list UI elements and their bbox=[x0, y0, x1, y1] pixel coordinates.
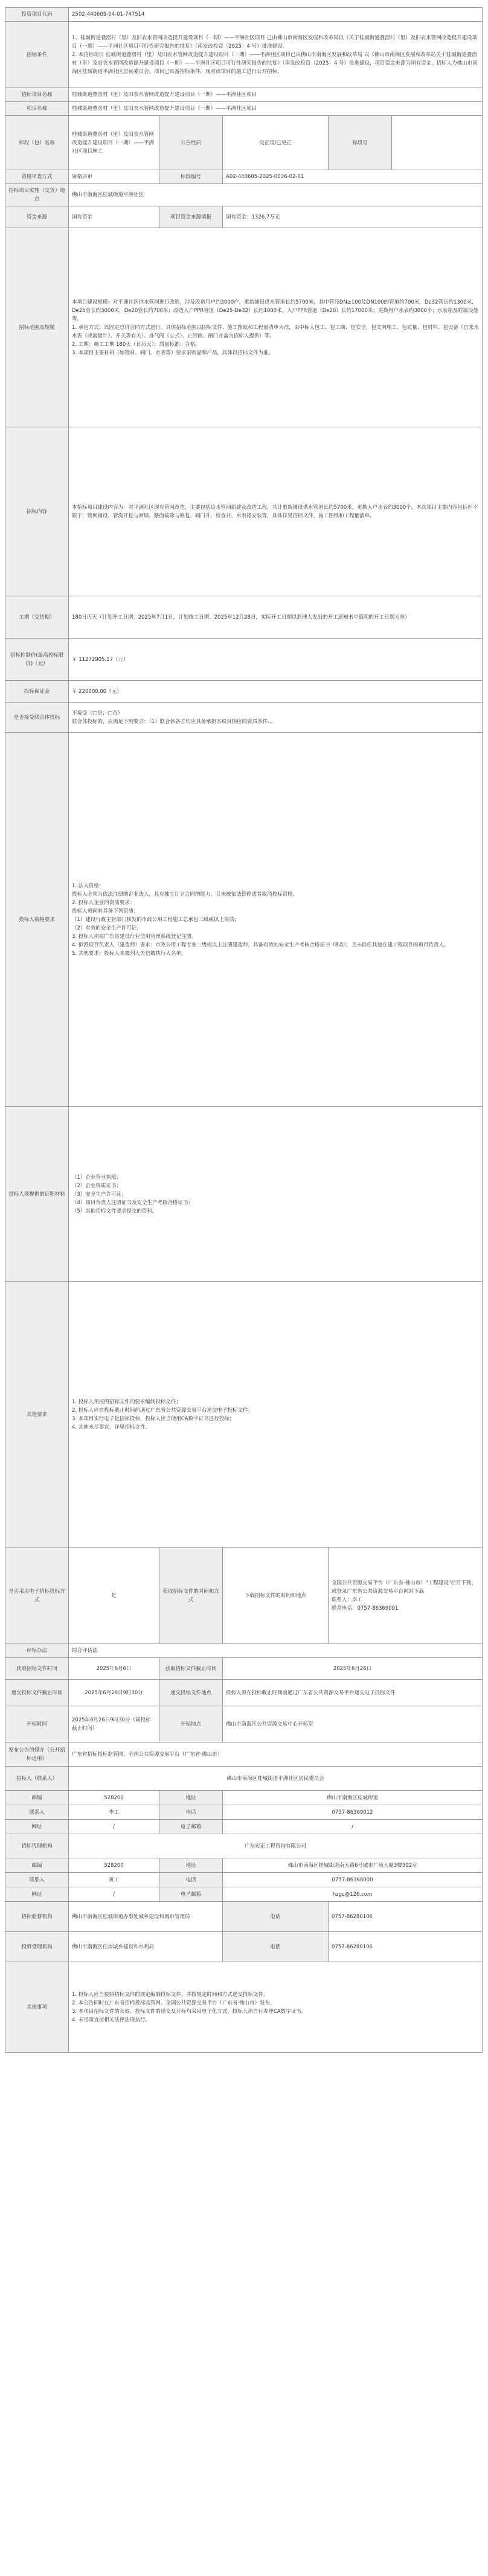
value-section: 桂城街道叠滘村（里）及旧农水管网改造提升建设项目（一期）——平洲社区项目施工 bbox=[69, 116, 159, 170]
value-qual: 资格后审 bbox=[69, 170, 159, 184]
label-bid-control: 招标控制价(最高投标限价)（元） bbox=[5, 639, 69, 681]
label-media: 发布公告的媒介（公开招标适用） bbox=[5, 1742, 69, 1767]
row-notes bbox=[5, 1962, 483, 2053]
value-address: 佛山市南海区桂城街道 bbox=[223, 1791, 483, 1805]
value-section-code: A02-440605-2025-0036-02-01 bbox=[223, 170, 483, 184]
label-tenderee: 招标人（联系人） bbox=[5, 1767, 69, 1791]
value-agent-website: / bbox=[69, 1887, 159, 1902]
row-bid-control bbox=[5, 639, 483, 681]
row-condition bbox=[5, 22, 483, 88]
label-project-name: 招标项目名称 bbox=[5, 88, 69, 102]
label-period: 工期（交货期） bbox=[5, 596, 69, 639]
row-fund bbox=[5, 206, 483, 228]
row-location bbox=[5, 184, 483, 206]
label-agent-phone: 电话 bbox=[159, 1873, 223, 1887]
label-agent: 招标代理机构 bbox=[5, 1834, 69, 1858]
row-qual bbox=[5, 170, 483, 184]
row-tenderee-post bbox=[5, 1791, 483, 1805]
row-media bbox=[5, 1742, 483, 1767]
label-performance: 投标人须提供的证明材料 bbox=[5, 1107, 69, 1282]
value-electronic: 是 bbox=[69, 1548, 159, 1644]
row-bidding-method bbox=[5, 1644, 483, 1658]
value-tenderee: 佛山市南海区桂城街道平洲社区居民委员会 bbox=[69, 1767, 483, 1791]
value-budget: 国有资金：1326.7万元 bbox=[223, 206, 483, 228]
condition-text: 1、桂城街道叠滘村（里）及旧农水管网改造提升建设项目（一期）——平洲社区项目 已由佛山市南海区发展和改革局以《关于桂城街道叠滘村（里）及旧农水管网改造提升建设项目（一期）——平洲社区项目可行性研究报告的批复》（南发改投资〔2025〕4 号）批准建设。 bbox=[72, 34, 478, 49]
label-qual: 资格审查方式 bbox=[5, 170, 69, 184]
row-other-req bbox=[5, 1282, 483, 1548]
label-project-code: 投资项目代码 bbox=[5, 8, 69, 22]
label-open-time: 开标时间 bbox=[5, 1706, 69, 1742]
label-phone: 电话 bbox=[159, 1805, 223, 1820]
row-submit bbox=[5, 1680, 483, 1706]
value-get-end: 2025年6月26日 bbox=[223, 1658, 483, 1680]
row-open bbox=[5, 1706, 483, 1742]
value-website: / bbox=[69, 1820, 159, 1834]
row-bidder-req bbox=[5, 733, 483, 1107]
label-budget: 项目资金来源填报 bbox=[159, 206, 223, 228]
label-agent-address: 地址 bbox=[159, 1858, 223, 1873]
row-agent-contact bbox=[5, 1873, 483, 1887]
row-complain bbox=[5, 1932, 483, 1962]
value-content: 本招标项目建设内容为：对平洲社区现有管网改造，主要包括给水管网新建及改造工程，共计重新铺设供水管道长约5700米，更换入户水表约3000个，本次项目主要内容包括但不限于：管网铺设、管沟开挖与回填、路面破除与修复、阀门井、检查井、水表箱安装等，具体详见招标文件、施工图纸和工程量清单。 bbox=[69, 427, 483, 596]
value-joint: 不接受（□是；□否） 联合体投标的，应满足下列要求：（1）联合体各方均应具备承担本项目相应的资质条件… bbox=[69, 703, 483, 733]
value-bidding-method: 综合评估法 bbox=[69, 1644, 483, 1658]
row-tenderee-email bbox=[5, 1820, 483, 1834]
label-agent-post: 邮编 bbox=[5, 1858, 69, 1873]
label-open-place: 开标地点 bbox=[159, 1706, 223, 1742]
label-condition: 招标条件 bbox=[5, 22, 69, 88]
label-address: 地址 bbox=[159, 1791, 223, 1805]
value-phone: 0757-86369012 bbox=[223, 1805, 483, 1820]
label-complain: 投诉受理机构 bbox=[5, 1932, 69, 1962]
value-agent-post: 528200 bbox=[69, 1858, 159, 1873]
row-project-name bbox=[5, 88, 483, 102]
value-scope: 本项目建设规模：对平洲社区供水管网进行改造，涉及改造用户约3000户，重新铺设供水管道长约5700米，其中管径DN≥100及DN100的管道约700米，De32管长约1300米，De25管长约3000米，De20管长约700米；改造入户PPR管道（De25-De32）长约1000米，入户PPR管道（De20）长约17000米；更换用户水表约3000个；水表箱及附属设施等。 1. 承包方式：以固定总价合同方式进行。具体招标范围以招标文件、施工图纸和工程量清单为准，由中标人包工、包工期、包安全、包文明施工、包质量、包材料、包设备（自来水水表（或流量计）、开关等有关）、排气阀（立式）、止回阀、闸门井盖为招标人提供）等。 2. 工期：施工工期 180天（日历天）；质量标准：合格。 3. 本项目主要材料（如管材、阀门、水表等）要求采购品牌产品，具体以招标文件为准。 bbox=[69, 228, 483, 427]
label-serial: 标段号 bbox=[329, 116, 392, 170]
row-scope bbox=[5, 228, 483, 427]
row-project-name2 bbox=[5, 102, 483, 116]
value-project-code: 2502-440605-04-01-747514 bbox=[69, 8, 483, 22]
row-period bbox=[5, 596, 483, 639]
row-section bbox=[5, 116, 483, 170]
value-agent: 广东宏正工程咨询有限公司 bbox=[69, 1834, 483, 1858]
value-project-name: 桂城街道叠滘村（里）及旧农水管网改造提升建设项目（一期）——平洲社区项目 bbox=[69, 88, 483, 102]
value-open-place: 佛山市南海区公共资源交易中心开标室 bbox=[223, 1706, 483, 1742]
row-joint bbox=[5, 703, 483, 733]
label-submit-place: 递交投标文件地点 bbox=[159, 1680, 223, 1706]
value-supervise-phone: 0757-86280106 bbox=[329, 1902, 483, 1932]
label-supervise-phone: 电话 bbox=[223, 1902, 329, 1932]
row-agent bbox=[5, 1834, 483, 1858]
row-performance bbox=[5, 1107, 483, 1282]
row-agent-email bbox=[5, 1887, 483, 1902]
value-submit-time: 2025年6月26日9时30分 bbox=[69, 1680, 159, 1706]
row-project-code bbox=[5, 8, 483, 22]
condition-extra-text: 2. 本招标项目 桂城街道叠滘村（里）及旧农水管网改造提升建设项目（一期）——平洲社区项目已由佛山市南海区发展和改革局 以《佛山市南海区发展和改革局关于桂城街道叠滘村（里）及旧农水管网改造提升建设项目（一期）——平洲社区项目可行性研究报告的批复》（南发改投资〔2025〕4 号）批准建设，项目资金来源为国有资金，招标人为佛山市南海区桂城街道平洲社区居民委员会。项目已具备招标条件，现对该项目的施工进行公开招标。 bbox=[72, 51, 478, 75]
value-bid-control: ￥ 11272905.17（元） bbox=[69, 639, 483, 681]
row-deposit bbox=[5, 681, 483, 703]
value-submit-place: 投标人须在投标截止时间前通过广东省公共资源交易平台递交电子投标文件 bbox=[223, 1680, 483, 1706]
label-get-method: 获取招标文件的时间和方式 bbox=[159, 1548, 223, 1644]
label-email: 电子邮箱 bbox=[159, 1820, 223, 1834]
value-period: 180日历天（计划开工日期：2025年7月1日，计划竣工日期：2025年12月28日，实际开工日期以监理人发出的开工通知书中载明的开工日期为准） bbox=[69, 596, 483, 639]
row-agent-post bbox=[5, 1858, 483, 1873]
label-post: 邮编 bbox=[5, 1791, 69, 1805]
label-section-code: 标段编号 bbox=[159, 170, 223, 184]
row-content bbox=[5, 427, 483, 596]
value-fund: 国有资金 bbox=[69, 206, 159, 228]
label-get-time: 获取招标文件时间 bbox=[5, 1658, 69, 1680]
value-agent-email: hzgc@126.com bbox=[223, 1887, 483, 1902]
value-media: 广东省招标投标监管网、全国公共资源交易平台（广东省·佛山市） bbox=[69, 1742, 483, 1767]
value-complain-phone: 0757-86280106 bbox=[329, 1932, 483, 1962]
tender-announcement-table bbox=[5, 7, 483, 2053]
row-tenderee-contact bbox=[5, 1805, 483, 1820]
value-performance: （1）企业营业执照； （2）企业资质证书； （3）安全生产许可证； （4）项目负责人注册证书及安全生产考核合格证书； （5）其他招标文件要求提交的资料。 bbox=[69, 1107, 483, 1282]
label-section: 标段（包）名称 bbox=[5, 116, 69, 170]
value-project-name2: 桂城街道叠滘村（里）及旧农水管网改造提升建设项目（一期）——平洲社区项目 bbox=[69, 102, 483, 116]
row-electronic bbox=[5, 1548, 483, 1644]
value-get-method: 下载招标文件的时间和地点 bbox=[223, 1548, 329, 1644]
value-get-start: 2025年6月6日 bbox=[69, 1658, 159, 1680]
label-contact: 联系人 bbox=[5, 1805, 69, 1820]
label-website: 网址 bbox=[5, 1820, 69, 1834]
label-content: 招标内容 bbox=[5, 427, 69, 596]
label-agent-email: 电子邮箱 bbox=[159, 1887, 223, 1902]
value-contact: 李工 bbox=[69, 1805, 159, 1820]
label-location: 招标项目实施（交货）地点 bbox=[5, 184, 69, 206]
label-notes: 其他事项 bbox=[5, 1962, 69, 2053]
row-tenderee bbox=[5, 1767, 483, 1791]
label-complain-phone: 电话 bbox=[223, 1932, 329, 1962]
value-condition bbox=[69, 22, 483, 88]
value-agent-contact: 黄工 bbox=[69, 1873, 159, 1887]
value-email: / bbox=[223, 1820, 483, 1834]
value-get-detail: 全国公共资源交易平台（广东省·佛山市）"工程建设"栏目下载，或登录广东省公共资源交易平台网站下载 联系人：李工 联系电话：0757-86369001 bbox=[329, 1548, 483, 1644]
label-agent-contact: 联系人 bbox=[5, 1873, 69, 1887]
value-agent-phone: 0757-86368000 bbox=[223, 1873, 483, 1887]
value-location: 佛山市南海区桂城街道平洲社区 bbox=[69, 184, 483, 206]
label-bidder-req: 投标人资格要求 bbox=[5, 733, 69, 1107]
row-supervise bbox=[5, 1902, 483, 1932]
label-fund: 资金来源 bbox=[5, 206, 69, 228]
label-deposit: 投标保证金 bbox=[5, 681, 69, 703]
label-bidding-method: 评标办法 bbox=[5, 1644, 69, 1658]
value-other-req: 1. 投标人须按照招标文件的要求编制投标文件； 2. 投标人应在投标截止时间前通过广东省公共资源交易平台递交电子投标文件； 3. 本项目实行电子化招标投标，投标人应当使用CA数字证书进行投标； 4. 其他未尽事宜，详见招标文件。 bbox=[69, 1282, 483, 1548]
label-submit-time: 递交投标文件截止时间 bbox=[5, 1680, 69, 1706]
value-serial: 设正常/已更正 bbox=[223, 116, 329, 170]
label-electronic: 是否采用电子招标投标方式 bbox=[5, 1548, 69, 1644]
value-post: 528200 bbox=[69, 1791, 159, 1805]
label-other-req: 其他要求 bbox=[5, 1282, 69, 1548]
value-deposit: ￥ 220000.00（元） bbox=[69, 681, 483, 703]
row-get-time bbox=[5, 1658, 483, 1680]
value-complain: 佛山市南海区住房城乡建设和水利局 bbox=[69, 1932, 223, 1962]
value-agent-address: 佛山市南海区桂城街道南五路6号城市广场大厦3楼302室 bbox=[223, 1858, 483, 1873]
label-joint: 是否接受联合体投标 bbox=[5, 703, 69, 733]
value-supervise: 佛山市南海区桂城街道办事处城乡建设和城市管理局 bbox=[69, 1902, 223, 1932]
label-project-name2: 项目名称 bbox=[5, 102, 69, 116]
value-notes: 1. 投标人应当按照招标文件的规定编制投标文件，并按规定时间和方式递交投标文件。 2. 本公告同时在广东省招标投标监管网、全国公共资源交易平台（广东省·佛山市）发布。 3. 本项目招标文件的获取、投标文件的递交及开标均采用电子化方式，投标人须自行办理CA数字证书。 4. 未尽事宜按相关法律法规执行。 bbox=[69, 1962, 483, 2053]
label-get-end: 获取招标文件截止时间 bbox=[159, 1658, 223, 1680]
label-supervise: 招标监督机构 bbox=[5, 1902, 69, 1932]
label-agent-website: 网址 bbox=[5, 1887, 69, 1902]
value-bidder-req: 1. 法人资格： 投标人必须为依法注册的企业法人，具有独立订立合同的能力，且未被依法暂停或者取消投标资格。 2. 投标人企业的资质要求： 投标人须同时具备下列资质： （1）建设行政主管部门核发的市政公用工程施工总承包三级或以上资质； （2）有效的安全生产许可证。 3. 投标人须在广东省建设行业信用管理系统登记注册。 4. 拟派项目负责人（建造师）要求：市政公用工程专业二级或以上注册建造师，具备有效的安全生产考核合格证书（B类），且未担任其他在建工程项目的项目负责人。 5. 其他要求：投标人未被列入失信被执行人名单。 bbox=[69, 733, 483, 1107]
label-scope: 招标范围及规模 bbox=[5, 228, 69, 427]
value-announce-type bbox=[392, 116, 483, 170]
label-announce-type: 公告性质 bbox=[159, 116, 223, 170]
value-open-time: 2025年6月26日9时30分（同投标截止时间） bbox=[69, 1706, 159, 1742]
